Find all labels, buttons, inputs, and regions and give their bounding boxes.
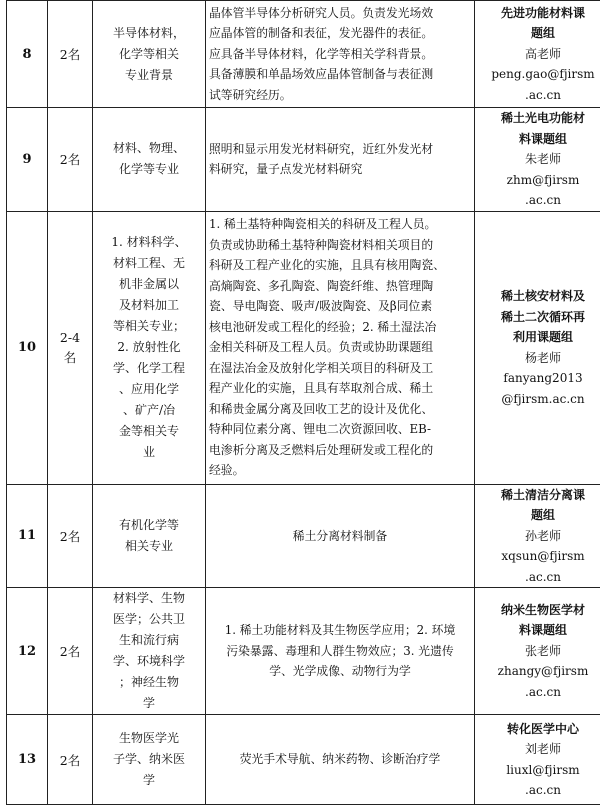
- description-line: 照明和显示用发光材料研究，近红外发光材: [209, 141, 434, 156]
- row-number: 13: [7, 715, 48, 805]
- description-line: 污染暴露、毒理和人群生物效应；3. 光遗传: [226, 643, 454, 658]
- major-line: 1. 材料科学、: [111, 235, 187, 249]
- description-line: 料研究，量子点发光材料研究: [209, 162, 363, 177]
- description-line: 1. 稀土基特种陶瓷相关的科研及工程人员。: [209, 217, 437, 232]
- headcount-cell: 2名: [48, 588, 93, 715]
- major-line: 学: [142, 696, 155, 710]
- group-name-line: 稀土光电功能材: [500, 111, 585, 125]
- group-name-line: 利用课题组: [512, 330, 573, 344]
- group-name-line: 纳米生物医学材: [500, 602, 585, 617]
- major-line: 业: [142, 445, 155, 459]
- major-line: 专业背景: [124, 67, 173, 82]
- contact-cell: [475, 484, 600, 588]
- major-line: 金等相关专: [118, 424, 179, 438]
- contact-email-line: zhangy@fjirsm: [497, 664, 589, 679]
- contact-email-line: .ac.cn: [525, 569, 561, 584]
- major-requirement-cell: [93, 588, 206, 715]
- job-description-cell: [206, 588, 475, 715]
- major-line: 材料、物理、: [112, 141, 185, 156]
- description-line: 核电池研发或工程化的经验；2. 稀土湿法冶: [209, 319, 437, 334]
- job-description-cell: [206, 715, 475, 805]
- job-description-cell: [206, 108, 475, 212]
- description-line: 金相关科研及工程人员。负责或协助课题组: [209, 340, 434, 355]
- major-line: 、矿产/冶: [122, 403, 176, 417]
- contact-cell: [475, 108, 600, 212]
- contact-cell: [475, 588, 600, 715]
- contact-teacher: 杨老师: [524, 350, 561, 365]
- contact-cell: [475, 211, 600, 484]
- contact-email-line: peng.gao@fjirsm: [491, 67, 595, 82]
- description-line: 稀土分离材料制备: [292, 528, 388, 543]
- headcount-line: 名: [63, 349, 77, 365]
- major-line: 有机化学等: [118, 517, 179, 532]
- major-line: 2. 放射性化: [117, 340, 181, 354]
- description-line: 负责或协助稀土基特种陶瓷材料相关项目的: [209, 237, 434, 252]
- headcount-cell: [48, 211, 93, 484]
- contact-email-line: .ac.cn: [525, 684, 561, 699]
- description-line: 高熵陶瓷、多孔陶瓷、陶瓷纤维、热管理陶: [209, 278, 434, 293]
- major-line: 学、化学工程: [112, 361, 185, 375]
- table-row: [7, 108, 600, 212]
- headcount-cell: 2名: [48, 1, 93, 108]
- recruitment-table: [6, 0, 600, 805]
- group-name-line: 先进功能材料课: [500, 5, 585, 20]
- contact-teacher: 刘老师: [524, 742, 561, 756]
- contact-email-line: .ac.cn: [525, 783, 561, 797]
- description-line: 科研及工程产业化的实施，且具有核用陶瓷、: [209, 258, 445, 273]
- group-name-line: 题组: [530, 508, 555, 522]
- group-name-line: 稀土清洁分离课: [500, 487, 585, 502]
- job-description-cell: [206, 211, 475, 484]
- headcount-cell: 2名: [48, 715, 93, 805]
- table-row: [7, 1, 600, 108]
- group-name-line: 料课题组: [518, 623, 567, 638]
- table-row: [7, 484, 600, 588]
- contact-email-line: .ac.cn: [525, 87, 561, 102]
- major-line: 机非金属以: [118, 277, 179, 291]
- row-number: 12: [7, 588, 48, 715]
- row-number: 10: [7, 211, 48, 484]
- major-line: 生和流行病: [118, 633, 179, 647]
- major-requirement-cell: [93, 484, 206, 588]
- contact-teacher: 张老师: [524, 643, 561, 658]
- major-line: 材料学、生物: [112, 591, 185, 605]
- description-line: 电渗析分离及乏燃料后处理研发或工程化的: [209, 442, 434, 457]
- description-line: 应具备半导体材料，化学等相关学科背景。: [209, 46, 434, 61]
- description-line: 在湿法冶金及放射化学相关项目的科研及工: [209, 360, 434, 375]
- description-line: 瓷、导电陶瓷、吸声/吸波陶瓷、及β同位素: [209, 299, 433, 314]
- group-name-line: 稀土核安材料及: [500, 289, 585, 303]
- major-requirement-cell: [93, 211, 206, 484]
- major-requirement-cell: [93, 1, 206, 108]
- table-row: [7, 588, 600, 715]
- contact-cell: [475, 1, 600, 108]
- major-line: 学: [142, 773, 155, 787]
- row-number: 9: [7, 108, 48, 212]
- contact-email-line: .ac.cn: [525, 193, 561, 207]
- description-line: 经验。: [209, 463, 245, 478]
- group-name-line: 料课题组: [518, 131, 567, 146]
- major-line: 医学；公共卫: [112, 612, 185, 626]
- major-line: 化学等专业: [118, 162, 179, 177]
- description-line: 和稀贵金属分离及回收工艺的设计及优化、: [209, 401, 434, 416]
- major-line: 材料工程、无: [112, 256, 185, 270]
- job-description-cell: [206, 1, 475, 108]
- major-line: 、应用化学: [118, 382, 179, 396]
- contact-email-line: @fjirsm.ac.cn: [501, 391, 585, 406]
- contact-teacher: 孙老师: [524, 528, 561, 543]
- description-line: 应晶体管的制备和表征，发光器件的表征。: [209, 26, 434, 41]
- description-line: 试等研究经历。: [209, 87, 292, 102]
- major-line: ；神经生物: [118, 675, 179, 689]
- major-line: 生物医学光: [118, 731, 179, 745]
- row-number: 11: [7, 484, 48, 588]
- description-line: 程产业化的实施，且具有萃取剂合成、稀土: [209, 381, 434, 396]
- major-line: 化学等相关: [118, 46, 179, 61]
- group-name-line: 题组: [530, 26, 555, 41]
- group-name-line: 稀土二次循环再: [500, 309, 585, 324]
- description-line: 特种同位素分离、锂电二次资源回收、EB-: [209, 422, 432, 437]
- major-requirement-cell: [93, 108, 206, 212]
- description-line: 学、光学成像、动物行为学: [269, 664, 411, 679]
- major-line: 子学、纳米医: [112, 752, 185, 766]
- headcount-cell: 2名: [48, 108, 93, 212]
- major-line: 相关专业: [124, 538, 173, 553]
- contact-teacher: 朱老师: [524, 152, 561, 166]
- recruitment-table-body: [7, 1, 600, 805]
- job-description-cell: [206, 484, 475, 588]
- row-number: 8: [7, 1, 48, 108]
- major-line: 等相关专业；: [112, 319, 185, 333]
- headcount-line: 2-4: [59, 329, 81, 345]
- major-requirement-cell: [93, 715, 206, 805]
- headcount-cell: 2名: [48, 484, 93, 588]
- contact-email-line: liuxl@fjirsm: [506, 762, 580, 777]
- contact-email-line: zhm@fjirsm: [506, 172, 580, 187]
- group-name-line: 转化医学中心: [506, 721, 579, 736]
- description-line: 具备薄膜和单晶场效应晶体管制备与表征测: [209, 67, 434, 82]
- table-row: [7, 715, 600, 805]
- contact-teacher: 高老师: [524, 46, 561, 61]
- description-line: 1. 稀土功能材料及其生物医学应用；2. 环境: [224, 623, 456, 638]
- contact-cell: [475, 715, 600, 805]
- contact-email-line: fanyang2013: [503, 371, 583, 385]
- contact-email-line: xqsun@fjirsm: [501, 549, 585, 563]
- table-row: [7, 211, 600, 484]
- description-line: 晶体管半导体分析研究人员。负责发光场效: [209, 5, 434, 20]
- major-line: 及材料加工: [118, 298, 179, 312]
- description-line: 荧光手术导航、纳米药物、诊断治疗学: [239, 752, 441, 767]
- major-line: 半导体材料，: [112, 25, 185, 40]
- major-line: 学、环境科学: [112, 654, 185, 668]
